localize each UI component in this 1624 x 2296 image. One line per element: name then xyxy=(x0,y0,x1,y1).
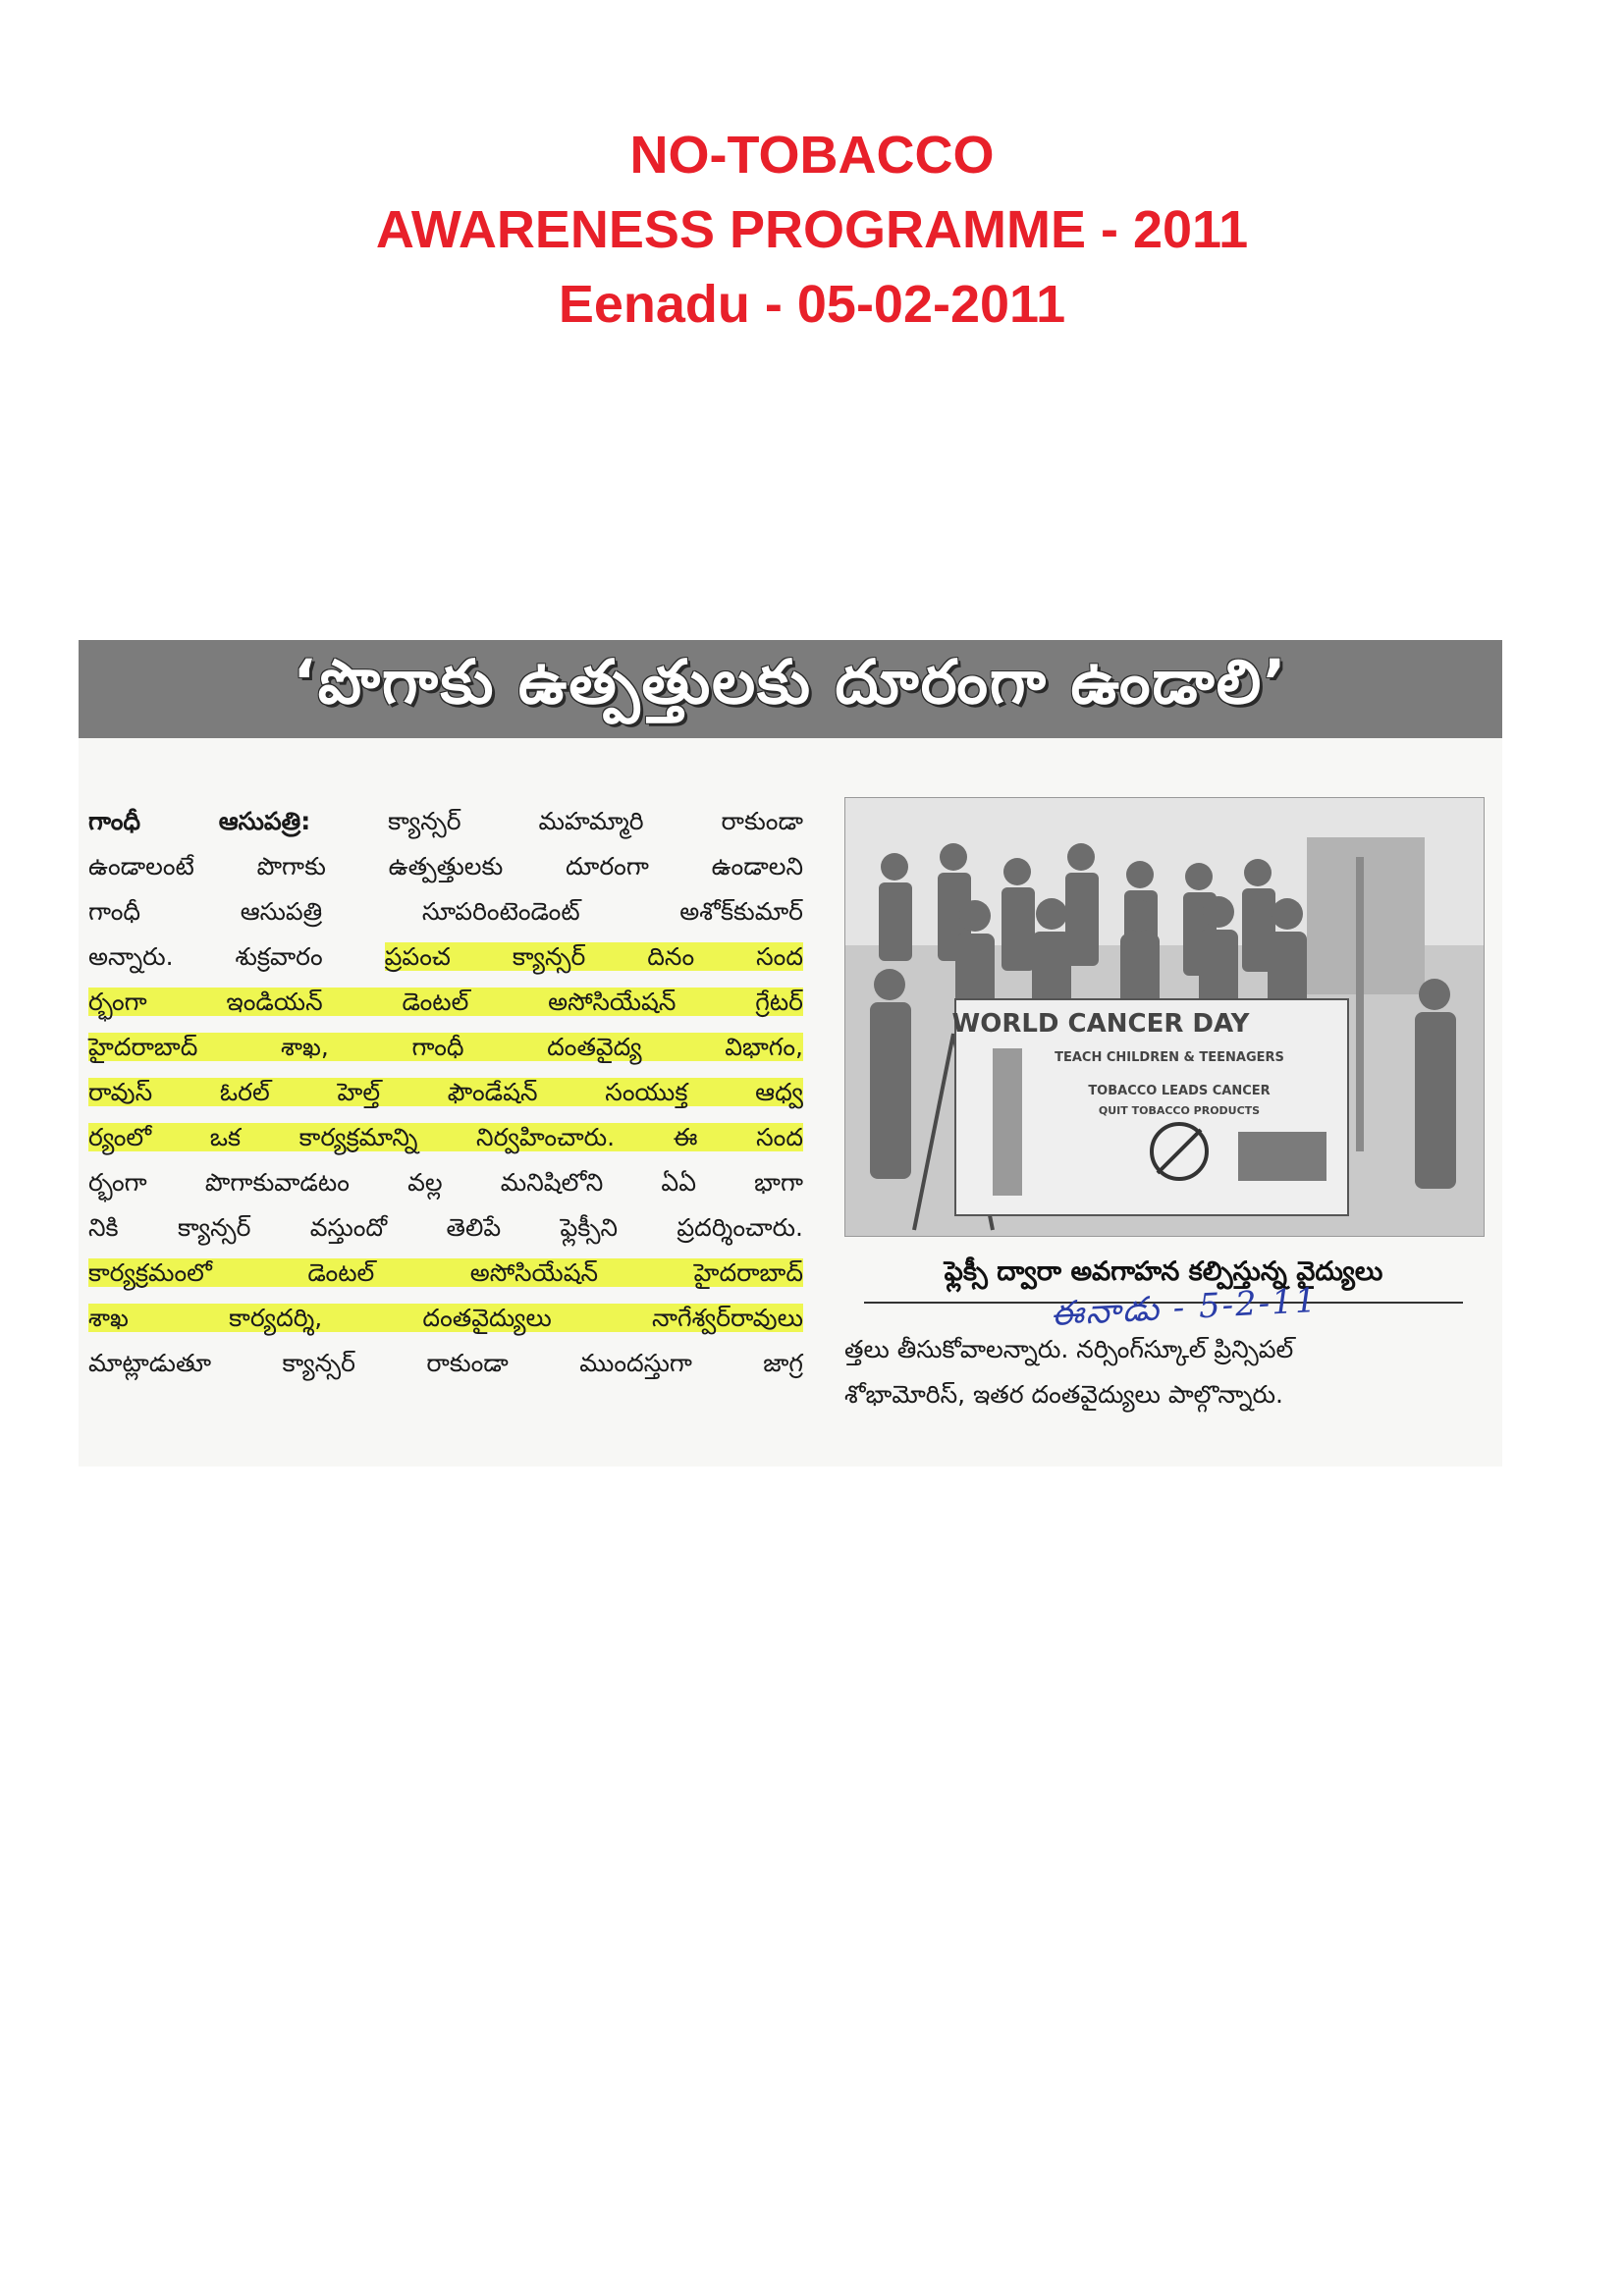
article-line: గాంధీ ఆసుపత్రి: క్యాన్సర్ మహమ్మారి రాకుండా xyxy=(88,807,803,835)
article-line: ఉండాలంటే పొగాకు ఉత్పత్తులకు దూరంగా ఉండాలని xyxy=(88,852,803,881)
dateline: గాంధీ ఆసుపత్రి: xyxy=(88,807,311,835)
header-title: NO-TOBACCO xyxy=(629,126,995,185)
news-photo xyxy=(844,797,1485,1237)
article-line xyxy=(88,1251,803,1296)
article-line: గాంధీ ఆసుపత్రి సూపరింటెండెంట్ అశోక్‌కుమార్ xyxy=(88,897,803,926)
article-line xyxy=(88,1025,803,1070)
header-subtitle: AWARENESS PROGRAMME - 2011 xyxy=(375,200,1249,259)
page-header xyxy=(0,118,1624,342)
article-right-column xyxy=(844,1327,1483,1417)
highlighted-text: కార్యక్రమంలో డెంటల్ అసోసియేషన్ హైదరాబాద్ xyxy=(88,1258,803,1287)
article-left-column xyxy=(88,799,803,1386)
header-source-date: Eenadu - 05-02-2011 xyxy=(558,275,1066,334)
photo-illustration xyxy=(845,798,1484,1236)
banner-line-3: QUIT TOBACCO PRODUCTS xyxy=(1098,1104,1261,1117)
banner-title-text: WORLD CANCER DAY xyxy=(951,1009,1250,1039)
article-line xyxy=(88,1115,803,1160)
photo-caption: ఫ్లెక్సీ ద్వారా అవగాహన కల్పిస్తున్న వైద్యులు xyxy=(944,1256,1383,1287)
article-line: అన్నారు. శుక్రవారం ప్రపంచ క్యాన్సర్ దినం సంద xyxy=(88,942,803,971)
highlighted-text: ర్యంలో ఒక కార్యక్రమాన్ని నిర్వహించారు. ఈ సంద xyxy=(88,1123,803,1151)
article-line: నికి క్యాన్సర్ వస్తుందో తెలిపే ఫ్లెక్సీని ప్రదర్శించారు. xyxy=(88,1213,803,1242)
newspaper-clipping xyxy=(79,640,1502,1467)
headline-banner xyxy=(79,640,1502,738)
highlighted-text: శాఖ కార్యదర్శి, దంతవైద్యులు నాగేశ్వర్‌రావులు xyxy=(88,1304,803,1332)
article-line: శోభామోరిస్, ఇతర దంతవైద్యులు పాల్గొన్నారు. xyxy=(844,1380,1283,1409)
article-line xyxy=(88,1070,803,1115)
banner-line-1: TEACH CHILDREN & TEENAGERS xyxy=(1055,1050,1284,1065)
headline: ‘పొగాకు ఉత్పత్తులకు దూరంగా ఉండాలి’ xyxy=(293,646,1288,718)
article-line xyxy=(88,980,803,1025)
highlighted-text: హైదరాబాద్ శాఖ, గాంధీ దంతవైద్య విభాగం, xyxy=(88,1033,803,1061)
article-line: త్తలు తీసుకోవాలన్నారు. నర్సింగ్‌స్కూల్ ప్రిన్సిపల్ xyxy=(844,1335,1294,1363)
highlighted-text: ప్రపంచ క్యాన్సర్ దినం సంద xyxy=(384,942,803,971)
article-line xyxy=(88,1296,803,1341)
highlighted-text: రావుస్ ఓరల్ హెల్త్ ఫౌండేషన్ సంయుక్త ఆధ్వ xyxy=(88,1078,803,1106)
handwritten-date-note: ఈనాడు - 5-2-11 xyxy=(1049,1280,1320,1335)
article-line: మాట్లాడుతూ క్యాన్సర్ రాకుండా ముందస్తుగా జాగ్ర xyxy=(88,1349,803,1377)
banner-line-2: TOBACCO LEADS CANCER xyxy=(1088,1084,1271,1098)
article-line: ర్భంగా పొగాకువాడటం వల్ల మనిషిలోని ఏఏ భాగా xyxy=(88,1168,803,1197)
highlighted-text: ర్భంగా ఇండియన్ డెంటల్ అసోసియేషన్ గ్రేటర్ xyxy=(88,988,803,1016)
